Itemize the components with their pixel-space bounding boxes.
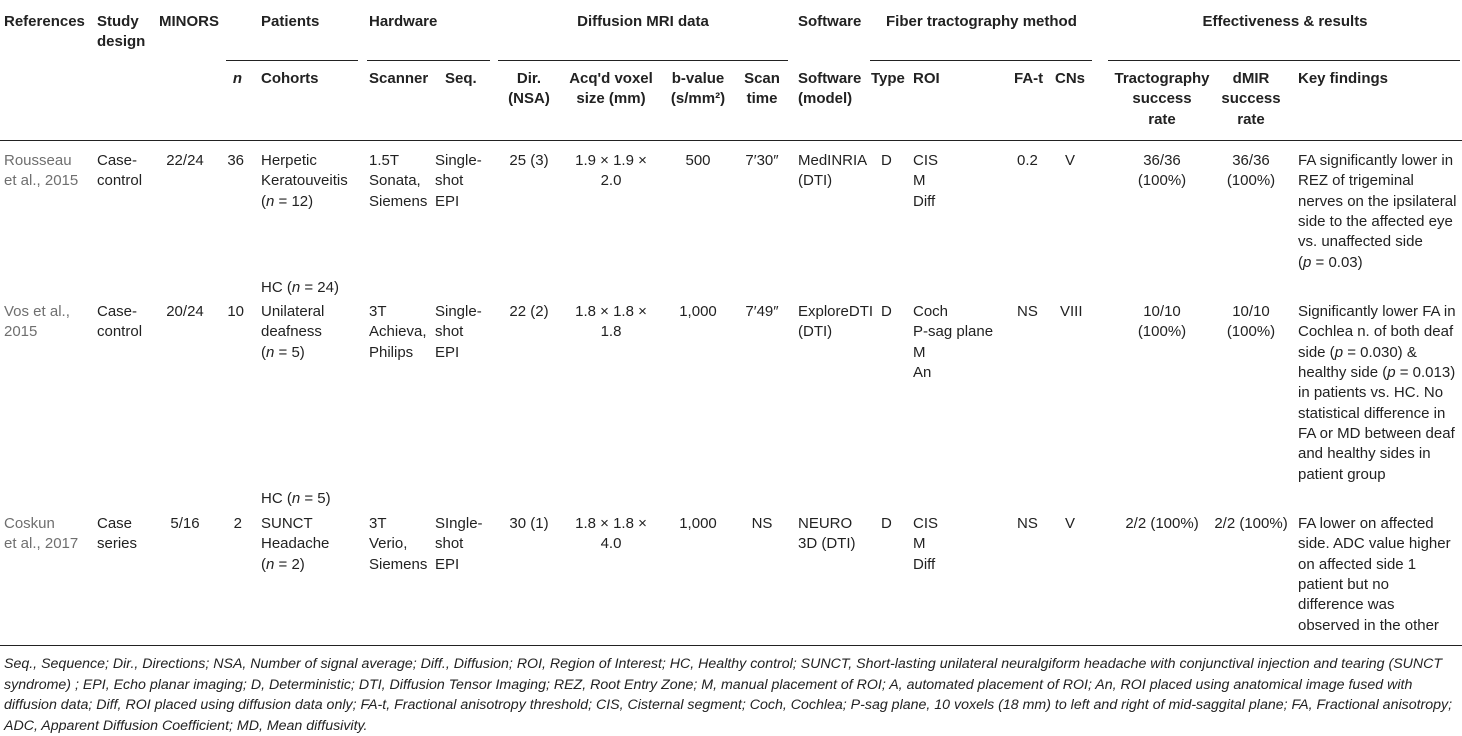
subheader-voxel-2: size (mm) bbox=[576, 90, 646, 107]
row2-scanner-1: 3T bbox=[369, 303, 387, 320]
row1-seq-2: shot bbox=[435, 172, 464, 189]
row2-ref-2: 2015 bbox=[4, 323, 38, 340]
subheader-scan-time-2: time bbox=[746, 90, 778, 107]
row3-scanner-1: 3T bbox=[369, 515, 387, 532]
row2-cohort-3: (n = 5) bbox=[261, 344, 305, 361]
row2-seq-1: Single- bbox=[435, 303, 482, 320]
subheader-tract-3: rate bbox=[1148, 111, 1176, 128]
row2-n: 10 bbox=[227, 303, 244, 320]
row2-roi-4: An bbox=[913, 364, 932, 381]
row1-n: 36 bbox=[227, 152, 244, 169]
row3-scanner-2: Verio, bbox=[369, 535, 408, 552]
row1-design-2: control bbox=[97, 172, 143, 189]
row2-bvalue: 1,000 bbox=[679, 303, 717, 320]
row2-cohort-hc: HC (n = 5) bbox=[261, 490, 331, 507]
subheader-bvalue-2: (s/mm²) bbox=[670, 90, 726, 107]
row2-software-2: (DTI) bbox=[798, 323, 833, 340]
row2-cohort-1: Unilateral bbox=[261, 303, 325, 320]
row3-minors: 5/16 bbox=[170, 515, 200, 532]
underline-effectiveness bbox=[1108, 60, 1460, 61]
underline-fiber bbox=[870, 60, 1092, 61]
row3-cns: V bbox=[1065, 515, 1076, 532]
subheader-voxel-1: Acq'd voxel bbox=[569, 70, 653, 87]
row3-finding-5: difference was bbox=[1298, 596, 1395, 613]
subheader-fat: FA-t bbox=[1014, 70, 1044, 87]
row2-minors: 20/24 bbox=[166, 303, 204, 320]
subheader-cns: CNs bbox=[1055, 70, 1086, 87]
header-minors: MINORS bbox=[159, 13, 219, 30]
row1-voxel-2: 2.0 bbox=[600, 172, 622, 189]
row3-finding-3: on affected side 1 bbox=[1298, 556, 1417, 573]
subheader-roi: ROI bbox=[913, 70, 940, 87]
row3-cohort-3: (n = 2) bbox=[261, 556, 305, 573]
row1-seq-3: EPI bbox=[435, 193, 460, 210]
row1-bvalue: 500 bbox=[685, 152, 711, 169]
row3-ref-1: Coskun bbox=[4, 515, 55, 532]
row1-roi-2: M bbox=[913, 172, 926, 189]
row2-voxel-1: 1.8 × 1.8 × bbox=[575, 303, 647, 320]
row2-design-2: control bbox=[97, 323, 143, 340]
subheader-dmir-1: dMIR bbox=[1232, 70, 1270, 87]
subheader-software-1: Software bbox=[798, 70, 862, 87]
row2-seq-2: shot bbox=[435, 323, 464, 340]
row2-seq-3: EPI bbox=[435, 344, 460, 361]
row1-time: 7′30″ bbox=[745, 152, 779, 169]
row1-roi-3: Diff bbox=[913, 193, 936, 210]
table-footnote: Seq., Sequence; Dir., Directions; NSA, Number of signal average; Diff., Diffusion; ROI, Region of Interest; HC, Healthy control; SUNCT, Short-lasting unilateral neuralgiform headache with conjunctival injection and tearing (SUNCT syndrome) ; EPI, Echo planar imaging; D, Deterministic; DTI, Diffusion Tensor Imaging; REZ, Root Entry Zone; M, manual placement of ROI; A, automated placement of ROI; An, ROI placed using anatomical image fused with diffusion data; Diff, ROI placed using diffusion data only; FA-t, Fractional anisotropy threshold; CIS, Cisternal segment; Coch, Cochlea; P-sag plane, 10 voxels (18 mm) to left and right of mid-saggital plane; FA, Fractional anisotropy; ADC, Apparent Diffusion Coefficient; MD, Mean diffusivity. bbox=[4, 656, 1453, 734]
header-diffusion: Diffusion MRI data bbox=[577, 13, 709, 30]
header-references: References bbox=[4, 13, 85, 30]
row3-cohort-2: Headache bbox=[261, 535, 330, 552]
row1-finding-1: FA significantly lower in bbox=[1298, 152, 1454, 169]
row2-type: D bbox=[881, 303, 892, 320]
row3-n: 2 bbox=[233, 515, 242, 532]
row2-design-1: Case- bbox=[97, 303, 138, 320]
row3-tract-1: 2/2 (100%) bbox=[1125, 515, 1199, 532]
subheader-dir-1: Dir. bbox=[516, 70, 542, 87]
row1-finding-2: REZ of trigeminal bbox=[1298, 172, 1414, 189]
row3-software-1: NEURO bbox=[798, 515, 853, 532]
subheader-scanner: Scanner bbox=[369, 70, 429, 87]
row2-tract-1: 10/10 bbox=[1143, 303, 1181, 320]
row2-finding-3: side (p = 0.030) & bbox=[1298, 344, 1417, 361]
row3-seq-2: shot bbox=[435, 535, 464, 552]
row2-software-1: ExploreDTI bbox=[798, 303, 874, 320]
subheader-n: n bbox=[232, 70, 242, 87]
row2-tract-2: (100%) bbox=[1137, 323, 1187, 340]
row1-finding-5: vs. unaffected side bbox=[1298, 233, 1423, 250]
row1-tract-2: (100%) bbox=[1137, 172, 1187, 189]
row1-seq-1: Single- bbox=[435, 152, 482, 169]
row3-ref-2: et al., 2017 bbox=[4, 535, 79, 552]
row3-scanner-3: Siemens bbox=[369, 556, 428, 573]
subheader-cohorts: Cohorts bbox=[261, 70, 319, 87]
row2-finding-8: and healthy sides in bbox=[1298, 445, 1431, 462]
row3-roi-2: M bbox=[913, 535, 926, 552]
row1-cns: V bbox=[1065, 152, 1076, 169]
row1-software-2: (DTI) bbox=[798, 172, 833, 189]
row2-roi-1: Coch bbox=[913, 303, 949, 320]
row1-cohort-2: Keratouveitis bbox=[261, 172, 348, 189]
row3-bvalue: 1,000 bbox=[679, 515, 717, 532]
row2-finding-4: healthy side (p = 0.013) bbox=[1298, 364, 1456, 381]
row1-scanner-3: Siemens bbox=[369, 193, 428, 210]
row3-seq-1: SIngle- bbox=[435, 515, 483, 532]
row1-scanner-2: Sonata, bbox=[369, 172, 421, 189]
row2-voxel-2: 1.8 bbox=[600, 323, 622, 340]
row1-cohort-1: Herpetic bbox=[261, 152, 317, 169]
underline-diffusion bbox=[498, 60, 788, 61]
table-bottom-rule bbox=[0, 645, 1462, 646]
subheader-software-2: (model) bbox=[798, 90, 853, 107]
row2-dmir-1: 10/10 bbox=[1232, 303, 1270, 320]
row2-finding-2: Cochlea n. of both deaf bbox=[1298, 323, 1454, 340]
row1-finding-4: side to the affected eye bbox=[1298, 213, 1453, 230]
row1-cohort-hc: HC (n = 24) bbox=[261, 279, 339, 296]
row2-roi-2: P-sag plane bbox=[913, 323, 994, 340]
header-software: Software bbox=[798, 13, 862, 30]
row1-roi-1: CIS bbox=[913, 152, 939, 169]
header-patients: Patients bbox=[261, 13, 320, 30]
subheader-key-findings: Key findings bbox=[1298, 70, 1389, 87]
header-study-design-2: design bbox=[97, 33, 146, 50]
row2-finding-1: Significantly lower FA in bbox=[1298, 303, 1456, 320]
row3-roi-3: Diff bbox=[913, 556, 936, 573]
row1-finding-3: nerves on the ipsilateral bbox=[1298, 193, 1457, 210]
row1-minors: 22/24 bbox=[166, 152, 204, 169]
row3-finding-4: patient but no bbox=[1298, 576, 1389, 593]
row3-design-2: series bbox=[97, 535, 138, 552]
underline-hardware bbox=[367, 60, 490, 61]
header-study-design-1: Study bbox=[97, 13, 139, 30]
row2-ref-1: Vos et al., bbox=[4, 303, 70, 320]
row3-design-1: Case bbox=[97, 515, 133, 532]
row2-cns: VIII bbox=[1060, 303, 1083, 320]
row1-finding-6: (p = 0.03) bbox=[1298, 254, 1363, 271]
row2-scanner-3: Philips bbox=[369, 344, 414, 361]
subheader-tract-2: success bbox=[1132, 90, 1192, 107]
subheader-dir-2: (NSA) bbox=[508, 90, 550, 107]
subheader-dmir-2: success bbox=[1221, 90, 1281, 107]
subheader-dmir-3: rate bbox=[1237, 111, 1265, 128]
row2-dir: 22 (2) bbox=[509, 303, 549, 320]
row1-dmir-2: (100%) bbox=[1226, 172, 1276, 189]
row3-time: NS bbox=[751, 515, 773, 532]
row3-fat: NS bbox=[1017, 515, 1038, 532]
row3-finding-2: side. ADC value higher bbox=[1298, 535, 1451, 552]
row3-type: D bbox=[881, 515, 892, 532]
row2-finding-5: in patients vs. HC. No bbox=[1298, 384, 1444, 401]
subheader-bvalue-1: b-value bbox=[671, 70, 725, 87]
row1-dir: 25 (3) bbox=[509, 152, 549, 169]
row1-type: D bbox=[881, 152, 892, 169]
row3-voxel-1: 1.8 × 1.8 × bbox=[575, 515, 647, 532]
row1-voxel-1: 1.9 × 1.9 × bbox=[575, 152, 647, 169]
row2-finding-9: patient group bbox=[1298, 466, 1386, 483]
header-rule bbox=[0, 140, 1462, 141]
row1-tract-1: 36/36 bbox=[1143, 152, 1181, 169]
row2-cohort-2: deafness bbox=[261, 323, 322, 340]
header-hardware: Hardware bbox=[369, 13, 438, 30]
row1-ref-2: et al., 2015 bbox=[4, 172, 79, 189]
row1-dmir-1: 36/36 bbox=[1232, 152, 1270, 169]
row3-roi-1: CIS bbox=[913, 515, 939, 532]
row3-dmir-1: 2/2 (100%) bbox=[1214, 515, 1288, 532]
row1-ref-1: Rousseau bbox=[4, 152, 72, 169]
row2-scanner-2: Achieva, bbox=[369, 323, 427, 340]
row3-finding-6: observed in the other bbox=[1298, 617, 1439, 634]
row3-software-2: 3D (DTI) bbox=[798, 535, 856, 552]
underline-patients bbox=[226, 60, 358, 61]
row1-software-1: MedINRIA bbox=[798, 152, 868, 169]
row2-finding-7: FA or MD between deaf bbox=[1298, 425, 1455, 442]
row2-finding-6: statistical difference in bbox=[1298, 405, 1446, 422]
row3-finding-1: FA lower on affected bbox=[1298, 515, 1434, 532]
header-fiber: Fiber tractography method bbox=[886, 13, 1077, 30]
row3-dir: 30 (1) bbox=[509, 515, 549, 532]
row3-voxel-2: 4.0 bbox=[600, 535, 622, 552]
row2-dmir-2: (100%) bbox=[1226, 323, 1276, 340]
header-effectiveness: Effectiveness & results bbox=[1202, 13, 1368, 30]
row3-seq-3: EPI bbox=[435, 556, 460, 573]
subheader-seq: Seq. bbox=[445, 70, 477, 87]
row2-fat: NS bbox=[1017, 303, 1038, 320]
row2-roi-3: M bbox=[913, 344, 926, 361]
row3-cohort-1: SUNCT bbox=[261, 515, 313, 532]
subheader-tract-1: Tractography bbox=[1114, 70, 1210, 87]
subheader-type: Type bbox=[871, 70, 905, 87]
subheader-scan-time-1: Scan bbox=[744, 70, 780, 87]
row1-cohort-3: (n = 12) bbox=[261, 193, 314, 210]
row1-scanner-1: 1.5T bbox=[369, 152, 400, 169]
row2-time: 7′49″ bbox=[745, 303, 779, 320]
row1-fat: 0.2 bbox=[1017, 152, 1038, 169]
row1-design-1: Case- bbox=[97, 152, 138, 169]
